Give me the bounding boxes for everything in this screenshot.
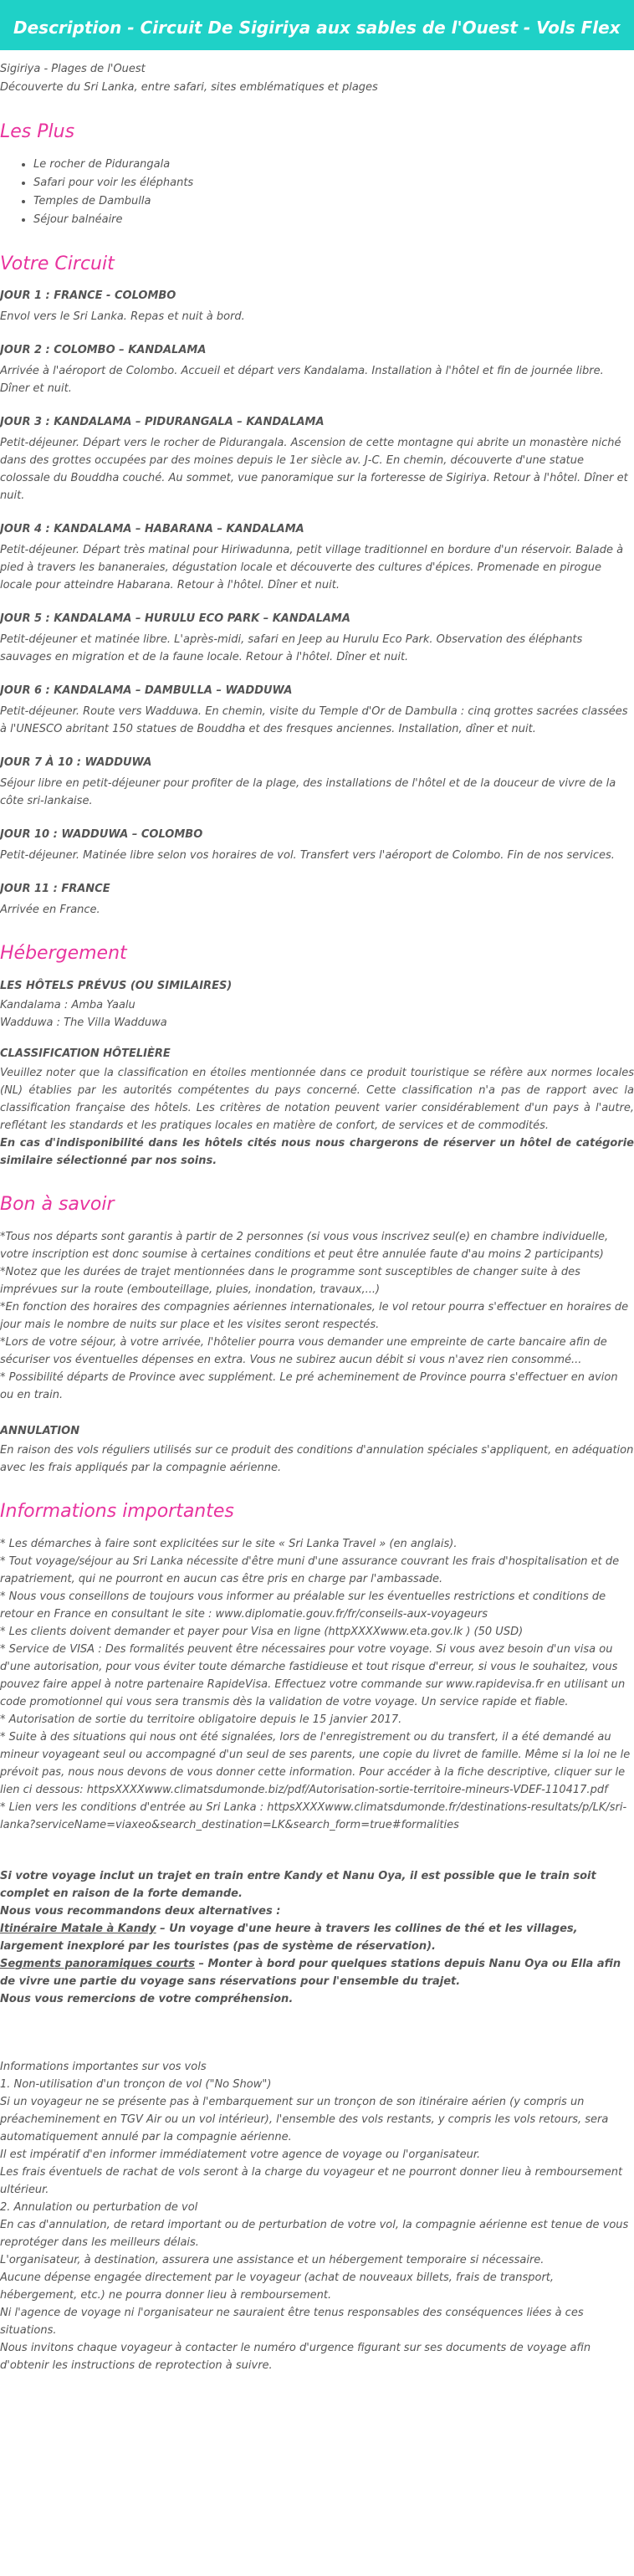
flight-info-line: Aucune dépense engagée directement par le voyageur (achat de nouveaux billets, frais de transport, hébergement, etc.) ne pourra donner lieu à remboursement. [0,2271,555,2302]
info-line: * Lien vers les conditions d'entrée au Sri Lanka : httpsXXXXwww.climatsdumonde.fr/destinations-resultats/p/LK/sri-lanka?serviceName=viaxeo&search_destination=LK&search_form=true#formalities [0,1801,627,1831]
day-title: JOUR 3 : KANDALAMA – PIDURANGALA – KANDALAMA [0,416,325,428]
info-line: * Les clients doivent demander et payer pour Visa en ligne (httpXXXXwww.eta.gov.lk ) (50 USD) [0,1626,524,1638]
day-text: Arrivée à l'aéroport de Colombo. Accueil et départ vers Kandalama. Installation à l'hôtel et fin de journée libre. Dîner et nuit. [0,365,604,395]
hebergement-block [0,977,634,1170]
info-line: *En fonction des horaires des compagnies aériennes internationales, le vol retour pourra s'effectuer en horaires de jour mais le nombre de nuits sur place et les visites seront respectés. [0,1301,629,1331]
train-alternative-1 [0,1920,634,1955]
day-text: Petit-déjeuner. Départ très matinal pour Hiriwadunna, petit village traditionnel en bordure d'un réservoir. Balade à pied à travers les bananeraies, dégustation locale et découverte des cultures d'épices. Promenade en pirogue locale pour atteindre Habarana. Retour à l'hôtel. Dîner et nuit. [0,544,624,592]
info-line: *Tous nos départs sont garantis à partir de 2 personnes (si vous vous inscrivez seul(e) en chambre individuelle, votre inscription est donc soumise à certaines conditions et peut être annulée faute d'au moins 2 participants) [0,1231,609,1261]
info-line: * Suite à des situations qui nous ont été signalées, lors de l'enregistrement ou du transfert, il a été demandé au mineur voyageant seul ou accompagné d'un seul de ses parents, une copie du livret de famille. Même si la loi ne le prévoit pas, nous nous devons de vous donner cette information. Pour accéder à la fiche descriptive, cliquer sur le lien ci dessous: httpsXXXXwww.climatsdumonde.biz/pdf/Autorisation-sortie-territoire-mineurs-VDEF-110417.pdf [0,1731,631,1796]
day-title: JOUR 10 : WADDUWA – COLOMBO [0,828,203,841]
alternative-label: Itinéraire Matale à Kandy [0,1923,156,1935]
section-title-infos: Informations importantes [0,1501,234,1522]
train-notice: Si votre voyage inclut un trajet en train entre Kandy et Nanu Oya, il est possible que le train soit complet en raison de la forte demande. [0,1870,596,1900]
day-title: JOUR 4 : KANDALAMA – HABARANA – KANDALAMA [0,523,304,535]
alternative-text: – Monter à bord pour quelques stations depuis Nanu Oya ou Ella afin de vivre une partie du voyage sans réservations pour l'ensemble du trajet. [0,1958,621,1988]
flight-info-line: Nous invitons chaque voyageur à contacter le numéro d'urgence figurant sur ses documents de voyage afin d'obtenir les instructions de reprotection à suivre. [0,2342,591,2372]
day-text: Petit-déjeuner. Départ vers le rocher de Pidurangala. Ascension de cette montagne qui abrite un monastère niché dans des grottes occupées par des moines depuis le 1er siècle av. J-C. En chemin, découverte d'une statue colossale du Bouddha couché. Au sommet, vue panoramique sur la forteresse de Sigiriya. Retour à l'hôtel. Dîner et nuit. [0,437,628,502]
flight-info-line: 1. Non-utilisation d'un tronçon de vol ("No Show") [0,2078,272,2091]
day-title: JOUR 2 : COLOMBO – KANDALAMA [0,344,207,356]
page-banner-title: Description - Circuit De Sigiriya aux sables de l'Ouest - Vols Flex [0,0,634,50]
list-item: • Temples de Dambulla [33,192,634,211]
day-text: Petit-déjeuner et matinée libre. L'après-midi, safari en Jeep au Hurulu Eco Park. Observation des éléphants sauvages en migration et de la faune locale. Retour à l'hôtel. Dîner et nuit. [0,633,583,663]
hotel-line: Kandalama : Amba Yaalu [0,999,135,1011]
info-line: *Notez que les durées de trajet mentionnées dans le programme sont susceptibles de changer suite à des imprévues sur la route (embouteillage, pluies, inondation, travaux,...) [0,1266,580,1296]
day-text: Envol vers le Sri Lanka. Repas et nuit à bord. [0,310,245,323]
classification-text: Veuillez noter que la classification en étoiles mentionnée dans ce produit touristique se réfère aux normes locales (NL) établies par les autorités compétentes du pays concerné. Cette classification n'a pas de rapport avec la classification française des hôtels. Les critères de notation peuvent varier considérablement d'un pays à l'autre, reflétant les standards et les pratiques locales en matière de confort, de services et de commodités. [0,1067,634,1132]
content [0,60,634,2374]
info-line: *Lors de votre séjour, à votre arrivée, l'hôtelier pourra vous demander une empreinte de carte bancaire afin de sécuriser vos éventuelles dépenses en extra. Vous ne subirez aucun débit si vous n'avez rien consommé... [0,1336,607,1366]
day-text: Petit-déjeuner. Matinée libre selon vos horaires de vol. Transfert vers l'aéroport de Colombo. Fin de nos services. [0,849,615,862]
flight-info-line: L'organisateur, à destination, assurera une assistance et un hébergement temporaire si nécessaire. [0,2254,545,2266]
intro-line: Sigiriya - Plages de l'Ouest [0,63,146,75]
train-alternative-2 [0,1955,634,1990]
bon-a-savoir-block [0,1228,634,1477]
intro-line: Découverte du Sri Lanka, entre safari, sites emblématiques et plages [0,81,378,94]
train-thanks: Nous vous remercions de votre compréhension. [0,1993,294,2005]
section-title-les-plus: Les Plus [0,121,75,142]
section-title-circuit: Votre Circuit [0,254,115,274]
flight-info-line: Informations importantes sur vos vols [0,2061,207,2073]
info-line: * Nous vous conseillons de toujours vous informer au préalable sur les éventuelles restrictions et conditions de retour en France en consultant le site : www.diplomatie.gouv.fr/fr/conseils-aux-voyageurs [0,1590,606,1621]
day-text: Séjour libre en petit-déjeuner pour profiter de la plage, des installations de l'hôtel et de la douceur de vivre de la côte sri-lankaise. [0,777,616,807]
hotels-title: LES HÔTELS PRÉVUS (OU SIMILAIRES) [0,980,233,992]
list-item: • Le rocher de Pidurangala [33,156,634,174]
intro-text [0,60,634,97]
classification-bold-text: En cas d'indisponibilité dans les hôtels cités nous nous chargerons de réserver un hôtel de catégorie similaire sélectionné par nos soins. [0,1137,634,1167]
infos-block [0,1535,634,2374]
section-title-hebergement: Hébergement [0,943,127,964]
circuit-days [0,288,634,919]
info-line: * Possibilité départs de Province avec supplément. Le pré acheminement de Province pourra s'effectuer en avion ou en train. [0,1371,618,1401]
flight-info-line: 2. Annulation ou perturbation de vol [0,2201,198,2214]
classification-title: CLASSIFICATION HÔTELIÈRE [0,1047,171,1060]
info-line: * Autorisation de sortie du territoire obligatoire depuis le 15 janvier 2017. [0,1713,402,1726]
flight-info-line: Ni l'agence de voyage ni l'organisateur ne sauraient être tenus responsables des conséquences liées à ces situations. [0,2307,584,2337]
day-title: JOUR 5 : KANDALAMA – HURULU ECO PARK – KANDALAMA [0,612,350,625]
day-title: JOUR 1 : FRANCE - COLOMBO [0,289,176,302]
alternative-text: – Un voyage d'une heure à travers les collines de thé et les villages, largement inexploré par les touristes (pas de système de réservation). [0,1923,578,1953]
day-text: Petit-déjeuner. Route vers Wadduwa. En chemin, visite du Temple d'Or de Dambulla : cinq grottes sacrées classées à l'UNESCO abritant 150 statues de Bouddha et des fresques anciennes. Installation, dîner et nuit. [0,705,628,735]
hotel-line: Wadduwa : The Villa Wadduwa [0,1017,167,1029]
day-text: Arrivée en France. [0,904,100,916]
day-title: JOUR 7 À 10 : WADDUWA [0,756,152,769]
flight-info-line: Si un voyageur ne se présente pas à l'embarquement sur un tronçon de son itinéraire aérien (y compris un préacheminement en TGV Air ou un vol intérieur), l'ensemble des vols restants, y compris les vols retours, sera automatiquement annulé par la compagnie aérienne. [0,2096,609,2143]
list-item: • Safari pour voir les éléphants [33,174,634,192]
day-title: JOUR 11 : FRANCE [0,883,110,895]
list-item: • Séjour balnéaire [33,211,634,229]
alternative-label: Segments panoramiques courts [0,1958,195,1970]
annulation-text: En raison des vols réguliers utilisés sur ce produit des conditions d'annulation spéciales s'appliquent, en adéquation avec les frais appliqués par la compagnie aérienne. [0,1444,634,1474]
section-title-bon-a-savoir: Bon à savoir [0,1194,115,1215]
flight-info-line: Les frais éventuels de rachat de vols seront à la charge du voyageur et ne pourront donner lieu à remboursement ultérieur. [0,2166,623,2196]
info-line: * Tout voyage/séjour au Sri Lanka nécessite d'être muni d'une assurance couvrant les frais d'hospitalisation et de rapatriement, qui ne pourront en aucun cas être pris en charge par l'ambassade. [0,1555,620,1585]
flight-info-line: Il est impératif d'en informer immédiatement votre agence de voyage ou l'organisateur. [0,2148,481,2161]
day-title: JOUR 6 : KANDALAMA – DAMBULLA – WADDUWA [0,684,293,697]
flight-info-line: En cas d'annulation, de retard important ou de perturbation de votre vol, la compagnie aérienne est tenue de vous reprotéger dans les meilleurs délais. [0,2219,629,2249]
info-line: * Service de VISA : Des formalités peuvent être nécessaires pour votre voyage. Si vous avez besoin d'un visa ou d'une autorisation, pour vous éviter toute démarche fastidieuse et tout risque d'erreur, si vous le souhaitez, vous pouvez faire appel à notre partenaire RapideVisa. Effectuez votre commande sur www.rapidevisa.fr en utilisant un code promotionnel qui vous sera transmis dès la validation de votre voyage. Un service rapide et fiable. [0,1643,626,1708]
les-plus-list [0,156,634,229]
train-alternatives-intro: Nous vous recommandons deux alternatives : [0,1905,281,1918]
info-line: * Les démarches à faire sont explicitées sur le site « Sri Lanka Travel » (en anglais). [0,1538,458,1550]
annulation-title: ANNULATION [0,1425,80,1437]
